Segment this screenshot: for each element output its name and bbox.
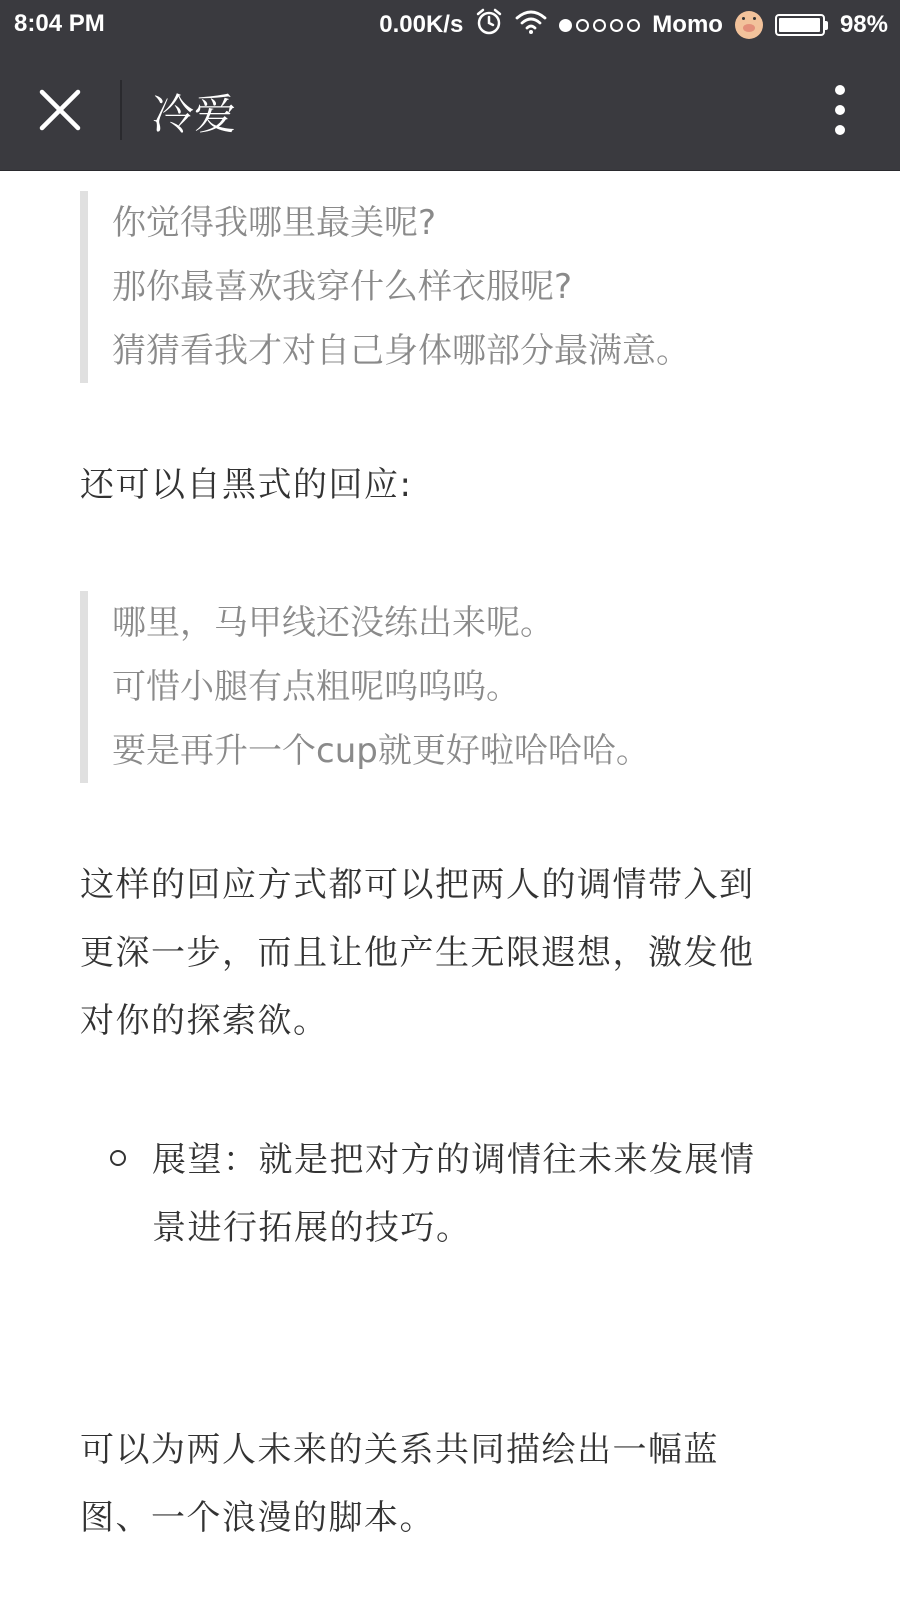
quote-block-1: [80, 191, 820, 383]
list-item-line: 景进行拓展的技巧。: [152, 1208, 472, 1248]
quote-line: 可惜小腿有点粗呢呜呜呜。: [112, 667, 520, 707]
paragraph-line: 还可以自黑式的回应:: [80, 465, 413, 505]
paragraph-line: 可以为两人未来的关系共同描绘出一幅蓝: [80, 1430, 719, 1470]
app-bar: [0, 50, 900, 171]
paragraph-line: 这样的回应方式都可以把两人的调情带入到: [80, 865, 755, 905]
paragraph-1: [80, 451, 820, 519]
net-speed: 0.00K/s: [379, 11, 464, 38]
paragraph-2: [80, 851, 820, 1055]
paragraph-3: [80, 1416, 820, 1552]
list-item-line: 展望：就是把对方的调情往未来发展情: [152, 1140, 756, 1180]
paragraph-line: 对你的探索欲。: [80, 1001, 329, 1041]
close-icon: [38, 88, 82, 132]
paragraph-line: 更深一步，而且让他产生无限遐想，激发他: [80, 933, 755, 973]
more-vertical-icon: [834, 84, 846, 136]
wifi-icon: [515, 9, 547, 42]
battery-icon: [775, 14, 828, 36]
quote-line: 哪里，马甲线还没练出来呢。: [112, 603, 554, 643]
signal-dots-icon: [559, 19, 640, 32]
quote-block-2: [80, 591, 820, 783]
battery-percent: 98%: [839, 11, 888, 38]
bullet-marker: [110, 1150, 126, 1166]
quote-line: 那你最喜欢我穿什么样衣服呢?: [112, 267, 573, 307]
status-bar: [0, 0, 900, 50]
quote-line: 猜猜看我才对自己身体哪部分最满意。: [112, 331, 690, 371]
more-menu-button[interactable]: [800, 70, 880, 150]
quote-line: 要是再升一个cup就更好啦哈哈哈。: [112, 731, 650, 771]
app-bar-divider: [120, 80, 122, 140]
close-button[interactable]: [20, 70, 100, 150]
page-title: 冷爱: [152, 90, 237, 139]
status-right-group: [379, 8, 888, 42]
alarm-icon: [475, 8, 503, 43]
paragraph-line: 图、一个浪漫的脚本。: [80, 1498, 435, 1538]
pig-emoji-icon: [735, 11, 763, 39]
quote-line: 你觉得我哪里最美呢?: [112, 203, 437, 243]
status-time: 8:04 PM: [14, 10, 105, 37]
carrier-name: Momo: [652, 11, 723, 38]
